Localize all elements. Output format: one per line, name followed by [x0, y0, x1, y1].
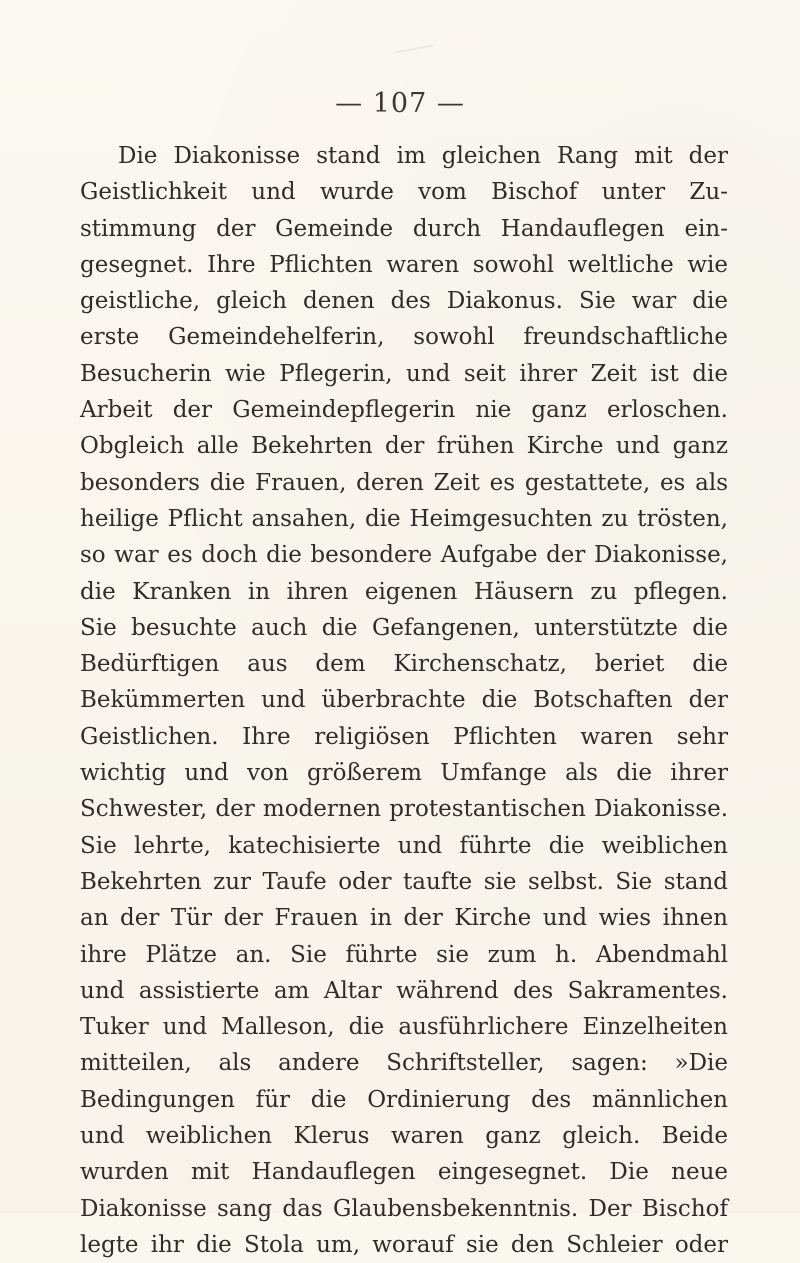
text-line: Sie besuchte auch die Gefangenen, unterstützte die	[80, 614, 728, 641]
text-line: Bedingungen für die Ordinierung des männlichen	[80, 1086, 728, 1113]
text-line: geistliche, gleich denen des Diakonus. Sie war die	[80, 288, 728, 315]
text-line: und assistierte am Altar während des Sakramentes.	[80, 977, 728, 1004]
text-line: gesegnet. Ihre Pflichten waren sowohl weltliche wie	[80, 251, 728, 278]
text-line: besonders die Frauen, deren Zeit es gestattete, es als	[80, 469, 728, 496]
text-line: Diakonisse sang das Glaubensbekenntnis. Der Bischof	[80, 1195, 728, 1222]
text-line: wurden mit Handauflegen eingesegnet. Die neue	[80, 1159, 728, 1186]
text-line: Bekümmerten und überbrachte die Botschaften der	[80, 687, 728, 714]
text-line: die Kranken in ihren eigenen Häusern zu pflegen.	[80, 578, 728, 605]
text-line: Geistlichkeit und wurde vom Bischof unter Zu-	[80, 179, 728, 206]
text-line: Schwester, der modernen protestantischen Diakonisse.	[80, 796, 728, 823]
text-line: und weiblichen Klerus waren ganz gleich. Beide	[80, 1123, 728, 1150]
text-line: Bedürftigen aus dem Kirchenschatz, beriet die	[80, 651, 728, 678]
text-line: Die Diakonisse stand im gleichen Rang mit der	[118, 143, 728, 169]
page-number: — 107 —	[335, 88, 465, 119]
text-line: Obgleich alle Bekehrten der frühen Kirche und ganz	[80, 433, 728, 460]
text-line: ihre Plätze an. Sie führte sie zum h. Abendmahl	[80, 941, 728, 968]
body-paragraph	[80, 138, 728, 1263]
text-line: Besucherin wie Pflegerin, und seit ihrer Zeit ist die	[80, 360, 728, 387]
text-line: erste Gemeindehelferin, sowohl freundschaftliche	[80, 324, 728, 351]
text-line: heilige Pflicht ansahen, die Heimgesuchten zu trösten,	[80, 505, 728, 532]
text-line: Geistlichen. Ihre religiösen Pflichten waren sehr	[80, 723, 728, 750]
text-line: Arbeit der Gemeindepflegerin nie ganz erloschen.	[80, 397, 728, 424]
text-line: Bekehrten zur Taufe oder taufte sie selbst. Sie stand	[80, 868, 728, 895]
text-line: Tuker und Malleson, die ausführlichere Einzelheiten	[80, 1014, 728, 1041]
text-line: wichtig und von größerem Umfange als die ihrer	[80, 760, 728, 787]
paper-speck	[394, 45, 434, 54]
text-line: an der Tür der Frauen in der Kirche und wies ihnen	[80, 905, 728, 932]
text-line: so war es doch die besondere Aufgabe der Diakonisse,	[80, 542, 728, 569]
text-line: stimmung der Gemeinde durch Handauflegen ein-	[80, 215, 728, 242]
text-line: mitteilen, als andere Schriftsteller, sagen: »Die	[80, 1050, 728, 1077]
text-line: Sie lehrte, katechisierte und führte die weiblichen	[80, 832, 728, 859]
text-line: legte ihr die Stola um, worauf sie den Schleier oder	[80, 1231, 728, 1258]
